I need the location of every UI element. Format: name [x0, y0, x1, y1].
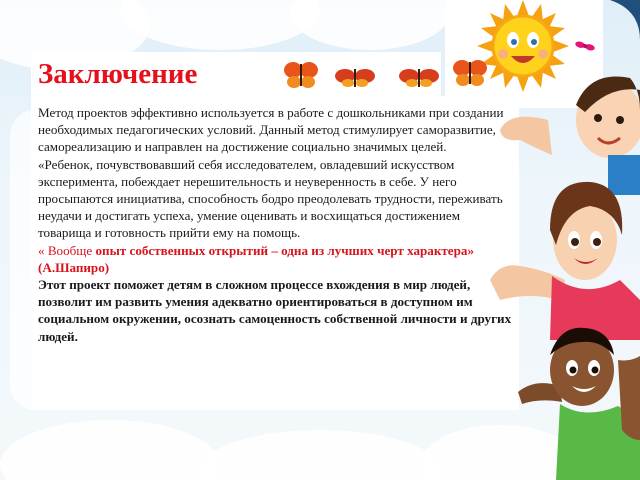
butterfly-icon [398, 66, 440, 90]
cloud [200, 430, 440, 480]
cloud [290, 0, 450, 50]
paragraph-child-researcher: «Ребенок, почувствовавший себя исследователем, овладевший искусством эксперимента, побеждает нерешительность и неуверенность в себе. У него просыпаются инициатива, способность бодро преодолевать трудности, переживать неудачи и достигать успеха, умение оценивать и восхищаться достижением товарища и готовность прийти ему на помощь. [38, 156, 503, 241]
quote-prefix: « Вообще [38, 242, 96, 258]
body-text [38, 104, 516, 345]
children-illustration [490, 0, 640, 480]
quote-author: (А.Шапиро) [38, 259, 110, 275]
butterfly-icon [334, 66, 376, 90]
cloud [0, 420, 220, 480]
butterfly-icon [452, 58, 488, 88]
quote [38, 242, 516, 276]
paragraph-method: Метод проектов эффективно используется в работе с дошкольниками при создании необходимых педагогических условий. Данный метод стимулирует саморазвитие, самореализацию и направлен на достижение социально значимых целей. [38, 105, 504, 155]
quote-bold: опыт собственных открытий – одна из лучших черт характера» [95, 242, 474, 258]
paragraph-conclusion: Этот проект поможет детям в сложном процессе вхождения в мир людей, позволит им развить умения адекватно ориентироваться в доступном им социальном окружении, осознать самоценность собственной личности и других людей. [38, 277, 512, 344]
butterfly-icon [283, 60, 319, 90]
page-title: Заключение [38, 58, 198, 90]
